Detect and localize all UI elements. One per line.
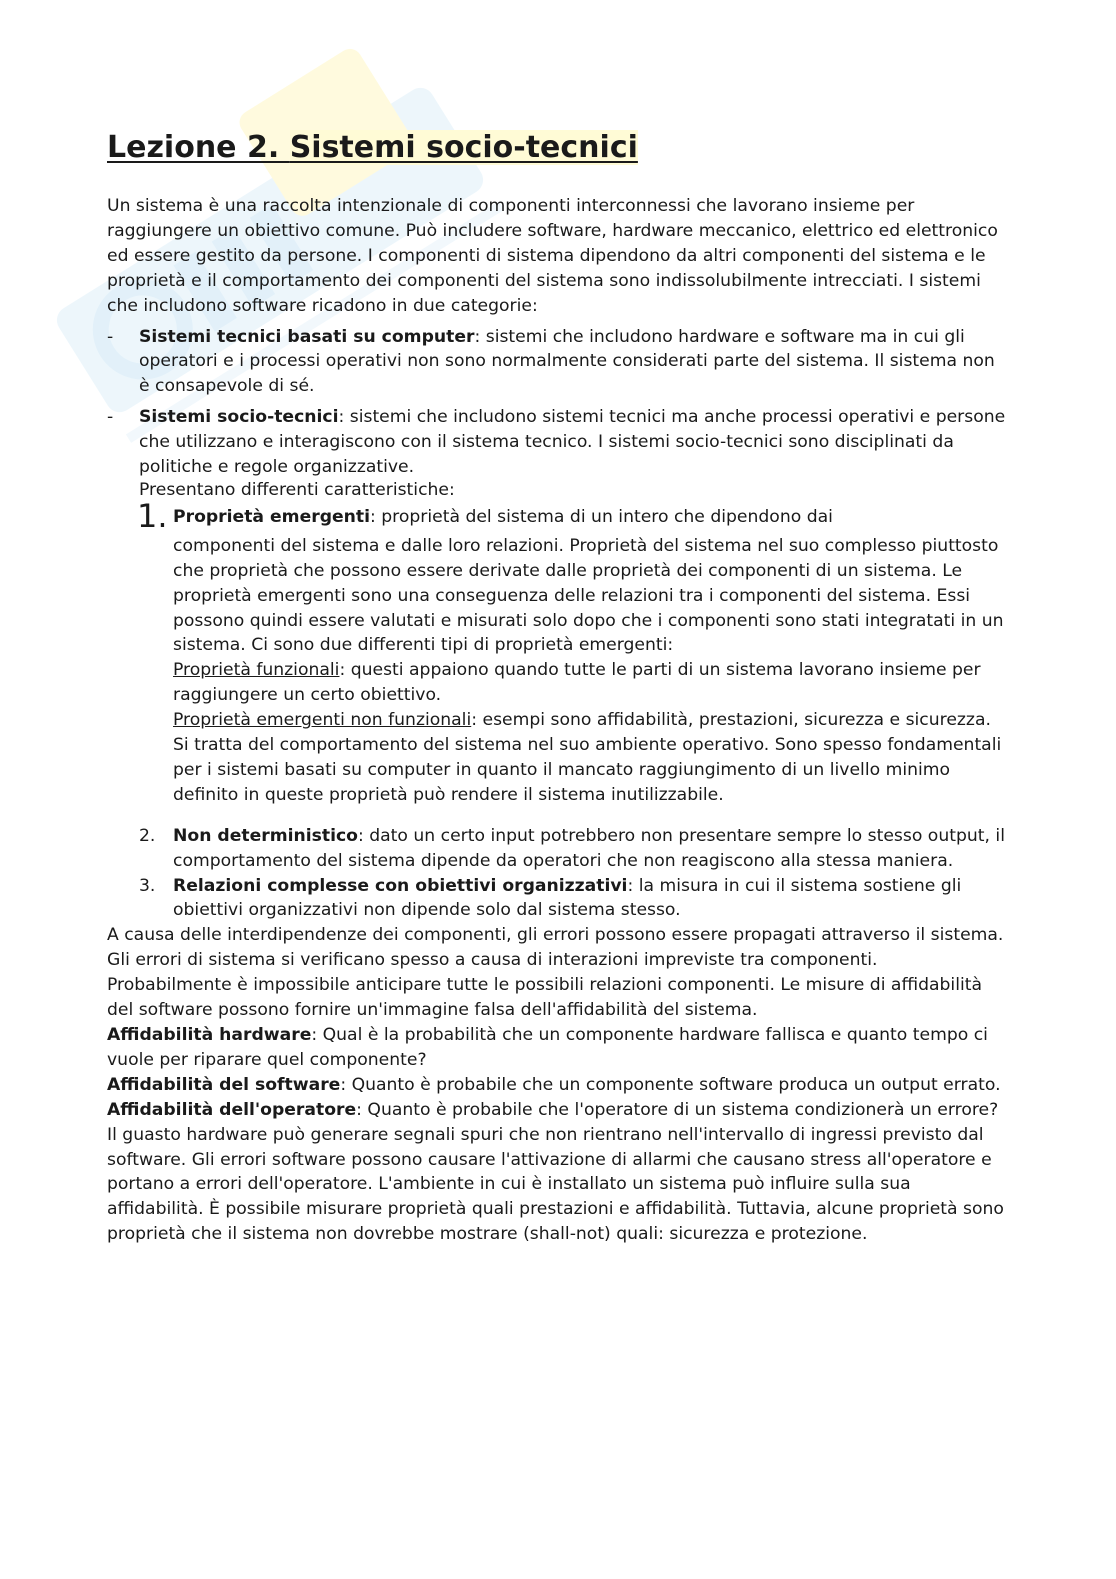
- operator-reliability: [107, 1098, 1007, 1123]
- functional-term: Proprietà funzionali: [173, 660, 340, 681]
- characteristic-item-emergent: [107, 496, 1007, 808]
- list-number: 2.: [139, 825, 156, 846]
- nonfunctional-text: : esempi sono affidabilità, prestazioni, sicurezza e sicurezza. Si tratta del comportamento del sistema nel suo ambiente operativo. Sono spesso fondamentali per i sistemi basati su computer in quanto il mancato raggiungimento di un livello minimo definito in queste proprietà può rendere il sistema inutilizzabile.: [173, 710, 1002, 805]
- reliability-term: Affidabilità hardware: [107, 1025, 312, 1045]
- final-paragraph: Il guasto hardware può generare segnali spuri che non rientrano nell'intervallo di ingressi previsto dal software. Gli errori software possono causare l'attivazione di allarmi che causano stress all'operatore e portano a errori dell'operatore. L'ambiente in cui è installato un sistema può influire sulla sua affidabilità. È possibile misurare proprietà quali prestazioni e affidabilità. Tuttavia, alcune proprietà sono proprietà che il sistema non dovrebbe mostrare (shall-not) quali: sicurezza e protezione.: [107, 1124, 1004, 1245]
- errors-paragraph: A causa delle interdipendenze dei componenti, gli errori possono essere propagati attraverso il sistema. Gli errori di sistema si verificano spesso a causa di interazioni impreviste tra componenti. Probabilmente è impossibile anticipare tutte le possibili relazioni componenti. Le misure di affidabilità del software possono fornire un'immagine falsa dell'affidabilità del sistema.: [107, 925, 1004, 1021]
- nonfunctional-term: Proprietà emergenti non funzionali: [173, 710, 472, 731]
- category-item-computer-systems: [107, 325, 1007, 400]
- reliability-text: : Quanto è probabile che un componente software produca un output errato.: [340, 1074, 1001, 1095]
- characteristic-item-nondeterministic: [107, 824, 1007, 874]
- software-reliability: [107, 1073, 1007, 1098]
- page-title: [107, 128, 1007, 168]
- characteristic-term: Relazioni complesse con obiettivi organizzativi: [173, 875, 628, 896]
- list-number: 1.: [137, 496, 168, 535]
- hardware-reliability: [107, 1023, 1007, 1073]
- dash-bullet: -: [107, 407, 114, 428]
- functional-text: : questi appaiono quando tutte le parti di un sistema lavorano insieme per raggiungere un certo obiettivo.: [173, 660, 981, 706]
- category-text: : sistemi che includono sistemi tecnici ma anche processi operativi e persone che utilizzano e interagiscono con il sistema tecnico. I sistemi socio-tecnici sono disciplinati da politiche e regole organizzative.: [139, 407, 1006, 478]
- title-prefix: Lezione 2.: [107, 130, 290, 165]
- characteristics-intro: Presentano differenti caratteristiche:: [139, 479, 455, 500]
- category-term: Sistemi socio-tecnici: [139, 407, 339, 428]
- category-item-socio-technical: [107, 405, 1007, 480]
- intro-paragraph: Un sistema è una raccolta intenzionale di componenti interconnessi che lavorano insieme per raggiungere un obiettivo comune. Può includere software, hardware meccanico, elettrico ed elettronico ed essere gestito da persone. I componenti di sistema dipendono da altri componenti del sistema e le proprietà e il comportamento dei componenti del sistema sono indissolubilmente intrecciati. I sistemi che includono software ricadono in due categorie:: [107, 196, 998, 316]
- reliability-text: : Quanto è probabile che l'operatore di un sistema condizionerà un errore?: [356, 1099, 999, 1120]
- dash-bullet: -: [107, 326, 114, 347]
- list-number: 3.: [139, 875, 156, 896]
- characteristic-term: Proprietà emergenti: [173, 506, 371, 527]
- category-term: Sistemi tecnici basati su computer: [139, 326, 475, 347]
- title-highlight: Sistemi socio-tecnici: [289, 130, 638, 165]
- category-text: : sistemi che includono hardware e software ma in cui gli operatori e i processi operativi non sono normalmente considerati parte del sistema. Il sistema non è consapevole di sé.: [139, 326, 995, 397]
- characteristic-first-line: : proprietà del sistema di un intero che dipendono dai: [370, 506, 833, 527]
- reliability-term: Affidabilità dell'operatore: [107, 1099, 357, 1120]
- characteristic-text: : la misura in cui il sistema sostiene gli obiettivi organizzativi non dipende solo dal sistema stesso.: [173, 875, 962, 921]
- characteristic-term: Non deterministico: [173, 825, 358, 846]
- document-page: [107, 128, 1007, 1247]
- characteristic-item-complex-relations: [107, 874, 1007, 924]
- reliability-text: : Qual è la probabilità che un componente hardware fallisca e quanto tempo ci vuole per riparare quel componente?: [107, 1025, 988, 1070]
- reliability-term: Affidabilità del software: [107, 1074, 341, 1095]
- characteristic-text: componenti del sistema e dalle loro relazioni. Proprietà del sistema nel suo complesso piuttosto che proprietà che possono essere derivate dalle proprietà dei componenti di un sistema. Le proprietà emergenti sono una conseguenza delle relazioni tra i componenti del sistema. Essi possono quindi essere valutati e misurati solo dopo che i componenti sono stati integratati in un sistema. Ci sono due differenti tipi di proprietà emergenti:: [173, 535, 1004, 656]
- characteristic-text: : dato un certo input potrebbero non presentare sempre lo stesso output, il comportamento del sistema dipende da operatori che non reagiscono alla stessa maniera.: [173, 825, 1005, 871]
